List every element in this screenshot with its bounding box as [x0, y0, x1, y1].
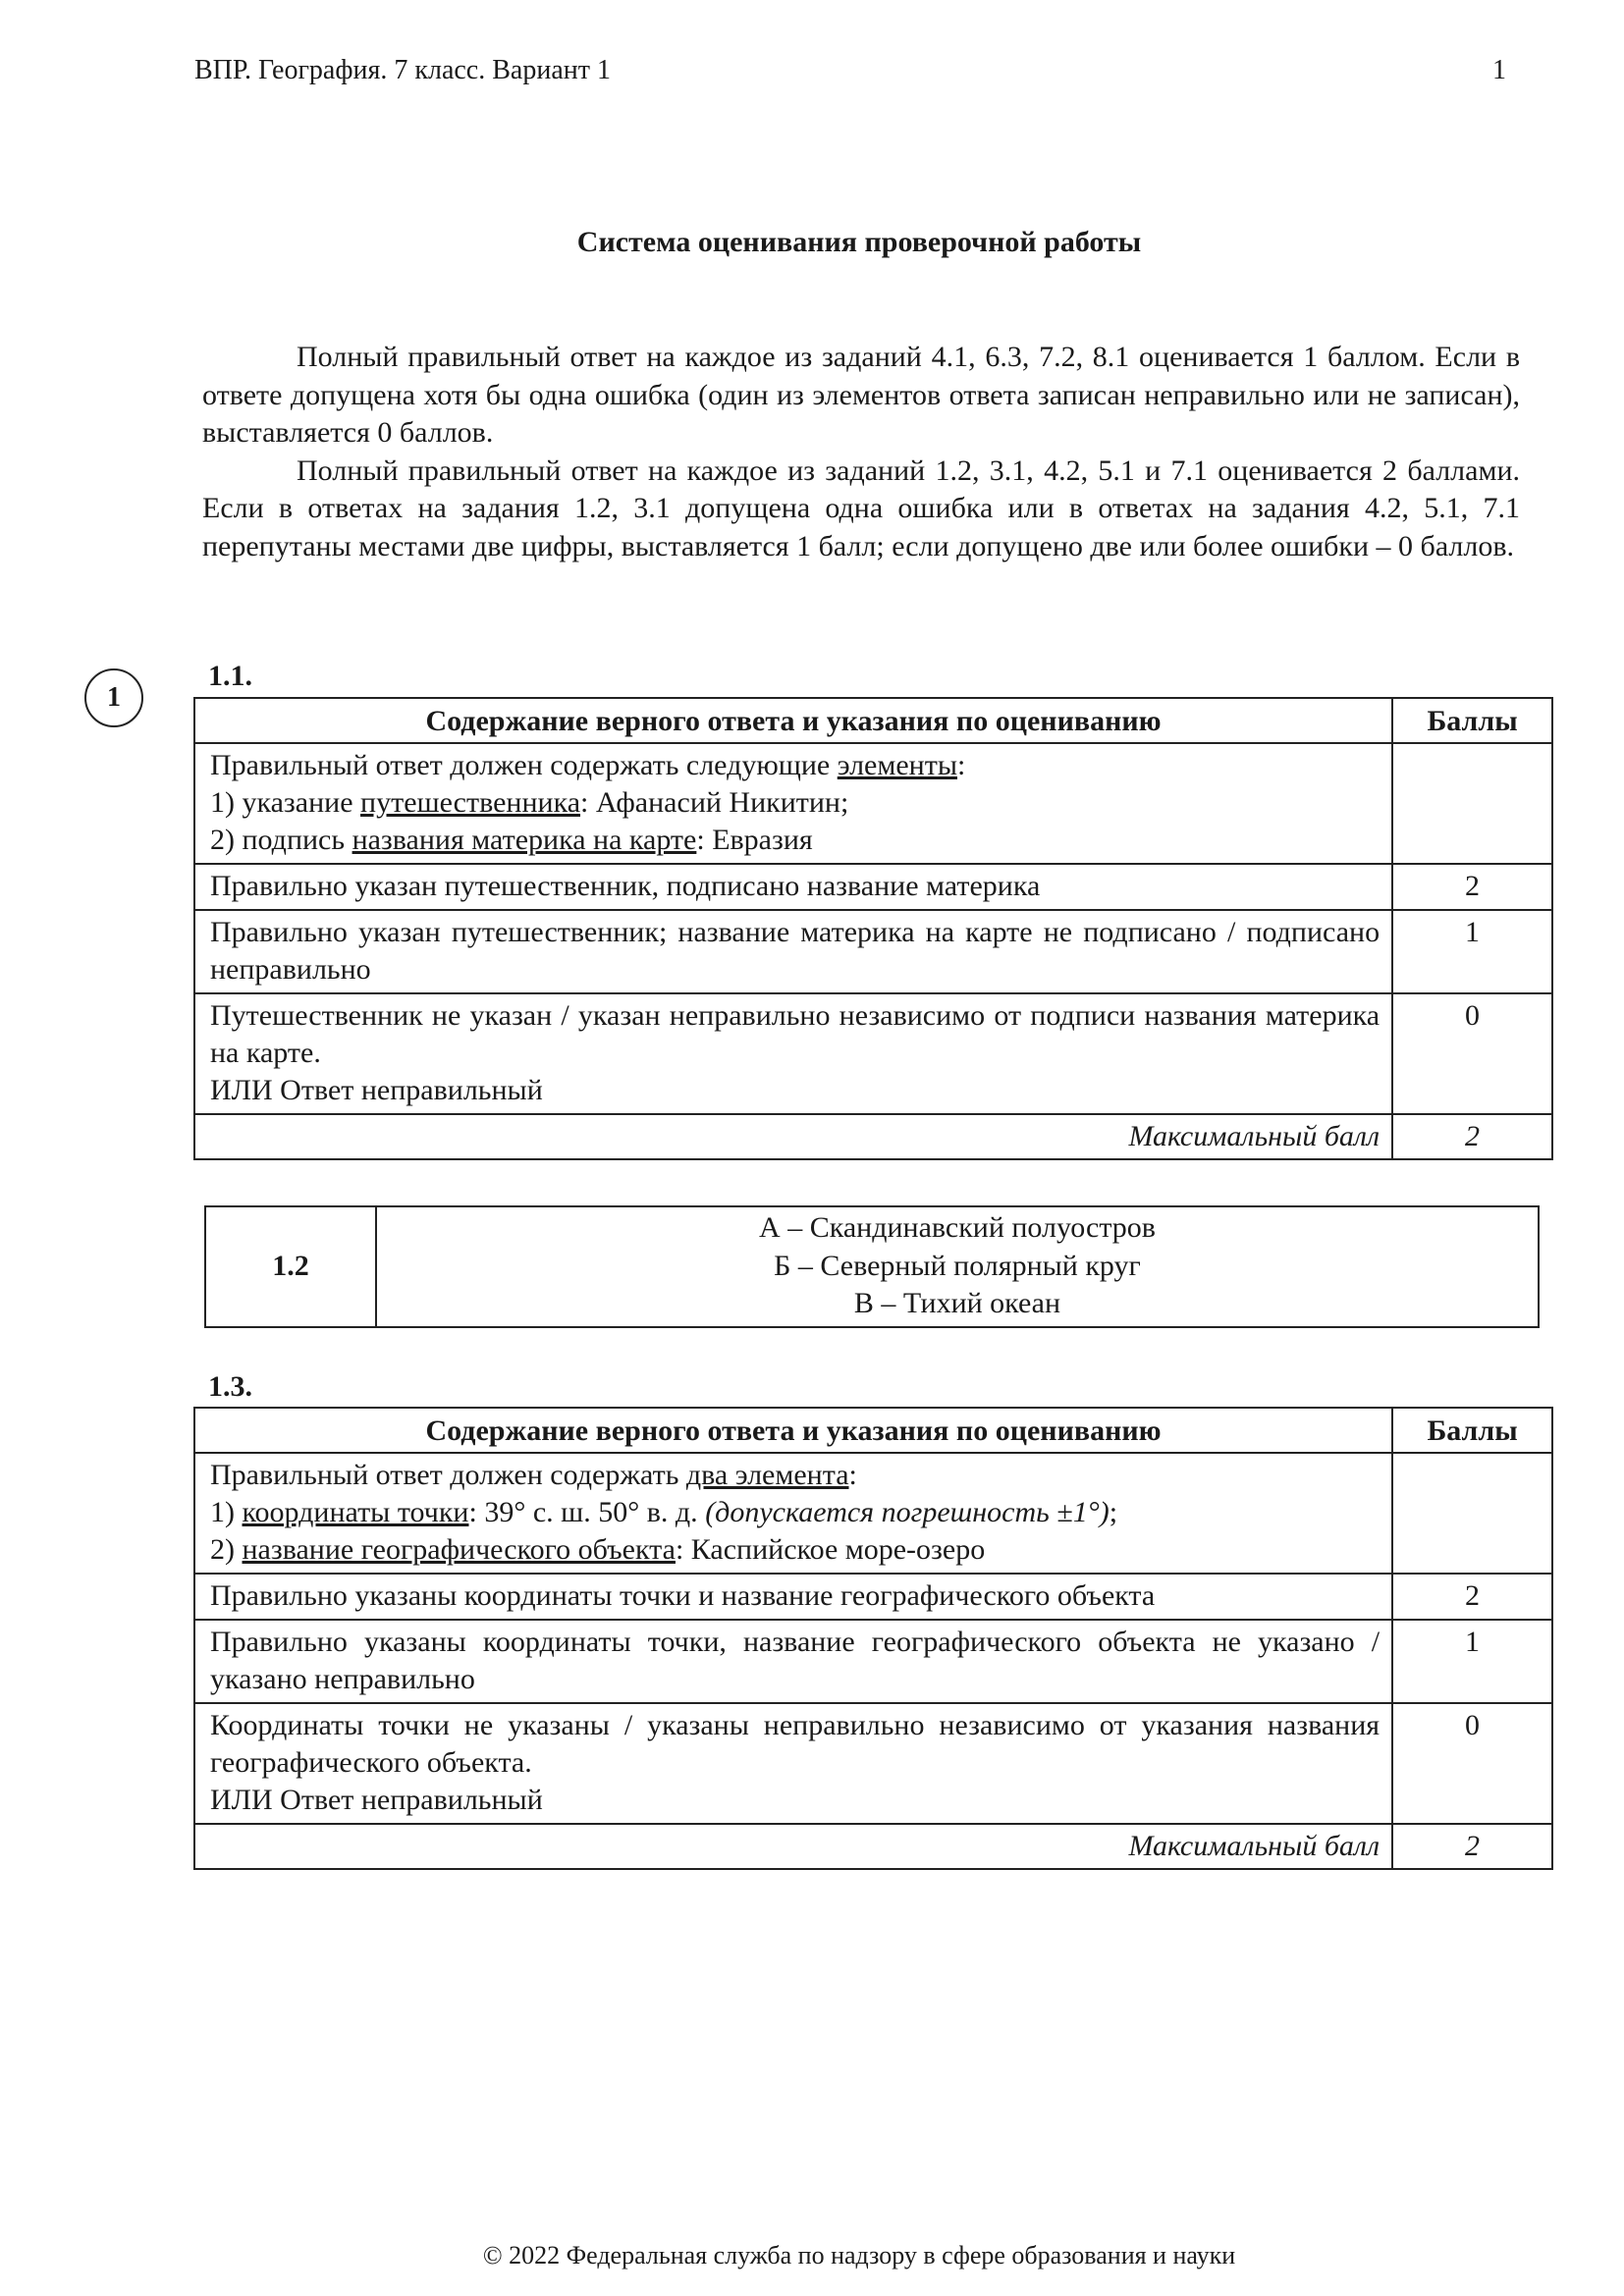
criterion-points: 0 — [1392, 1703, 1552, 1824]
criterion-points: 0 — [1392, 993, 1552, 1114]
max-score-value: 2 — [1392, 1114, 1552, 1159]
intro-paragraph-1: Полный правильный ответ на каждое из заданий 4.1, 6.3, 7.2, 8.1 оценивается 1 баллом. Если в ответе допущена хотя бы одна ошибка (один из элементов ответа записан неправильно или не записан), выставляется 0 баллов. — [202, 341, 1520, 449]
answer-line: Б – Северный полярный круг — [774, 1249, 1141, 1282]
max-score-row — [194, 1824, 1552, 1869]
max-score-row — [194, 1114, 1552, 1159]
column-header-content: Содержание верного ответа и указания по оцениванию — [194, 1408, 1392, 1453]
subtask-1-3-label: 1.3. — [208, 1370, 252, 1403]
answer-line: А – Скандинавский полуостров — [759, 1211, 1156, 1244]
intro-paragraph-2: Полный правильный ответ на каждое из заданий 1.2, 3.1, 4.2, 5.1 и 7.1 оценивается 2 баллами. Если в ответах на задания 1.2, 3.1 допущена одна ошибка или в ответах на задания 4.2, 5.1, 7.1 перепутаны местами две цифры, выставляется 1 балл; если допущено две или более ошибки – 0 баллов. — [202, 454, 1520, 562]
answer-content: Правильный ответ должен содержать следующие элементы: 1) указание путешественника: Афанасий Никитин; 2) подпись названия материка на карте: Евразия — [194, 743, 1392, 864]
criterion-text: Правильно указаны координаты точки, название географического объекта не указано / указано неправильно — [194, 1620, 1392, 1703]
subtask-1-2-label: 1.2 — [205, 1206, 376, 1327]
grading-table-1-1 — [193, 697, 1553, 1160]
table-header-row — [194, 698, 1552, 743]
column-header-points: Баллы — [1392, 698, 1552, 743]
table-row — [194, 1620, 1552, 1703]
criterion-points: 1 — [1392, 1620, 1552, 1703]
intro-text — [202, 339, 1520, 565]
column-header-content: Содержание верного ответа и указания по оцениванию — [194, 698, 1392, 743]
subtask-1-2-answers — [376, 1206, 1539, 1327]
criterion-text: Правильно указан путешественник, подписано название материка — [194, 864, 1392, 910]
column-header-points: Баллы — [1392, 1408, 1552, 1453]
table-row — [194, 993, 1552, 1114]
answer-row — [194, 1453, 1552, 1574]
criterion-text: Правильно указаны координаты точки и название географического объекта — [194, 1574, 1392, 1620]
page-number: 1 — [1492, 55, 1506, 85]
max-score-value: 2 — [1392, 1824, 1552, 1869]
criterion-points: 2 — [1392, 864, 1552, 910]
page-title: Система оценивания проверочной работы — [576, 226, 1142, 258]
grading-table-1-3 — [193, 1407, 1553, 1870]
answer-content: Правильный ответ должен содержать два элемента: 1) координаты точки: 39° с. ш. 50° в. д. (допускается погрешность ±1°); 2) название географического объекта: Каспийское море-озеро — [194, 1453, 1392, 1574]
answer-points-empty — [1392, 743, 1552, 864]
criterion-points: 1 — [1392, 910, 1552, 993]
table-header-row — [194, 1408, 1552, 1453]
answer-table-1-2 — [204, 1205, 1540, 1328]
task-number-badge: 1 — [84, 668, 143, 727]
subtask-1-1-label: 1.1. — [208, 660, 252, 692]
page-header-title: ВПР. География. 7 класс. Вариант 1 — [194, 55, 611, 85]
answer-row — [194, 743, 1552, 864]
criterion-text: Путешественник не указан / указан неправильно независимо от подписи названия материка на карте. ИЛИ Ответ неправильный — [194, 993, 1392, 1114]
max-score-label: Максимальный балл — [194, 1114, 1392, 1159]
max-score-label: Максимальный балл — [194, 1824, 1392, 1869]
answer-points-empty — [1392, 1453, 1552, 1574]
table-row — [194, 910, 1552, 993]
table-row — [194, 1574, 1552, 1620]
table-row — [194, 864, 1552, 910]
criterion-points: 2 — [1392, 1574, 1552, 1620]
criterion-text: Координаты точки не указаны / указаны неправильно независимо от указания названия географического объекта. ИЛИ Ответ неправильный — [194, 1703, 1392, 1824]
criterion-text: Правильно указан путешественник; название материка на карте не подписано / подписано неправильно — [194, 910, 1392, 993]
table-row — [194, 1703, 1552, 1824]
table-row — [205, 1206, 1539, 1327]
answer-line: В – Тихий океан — [853, 1287, 1061, 1319]
page-footer: © 2022 Федеральная служба по надзору в сфере образования и науки — [482, 2241, 1236, 2269]
